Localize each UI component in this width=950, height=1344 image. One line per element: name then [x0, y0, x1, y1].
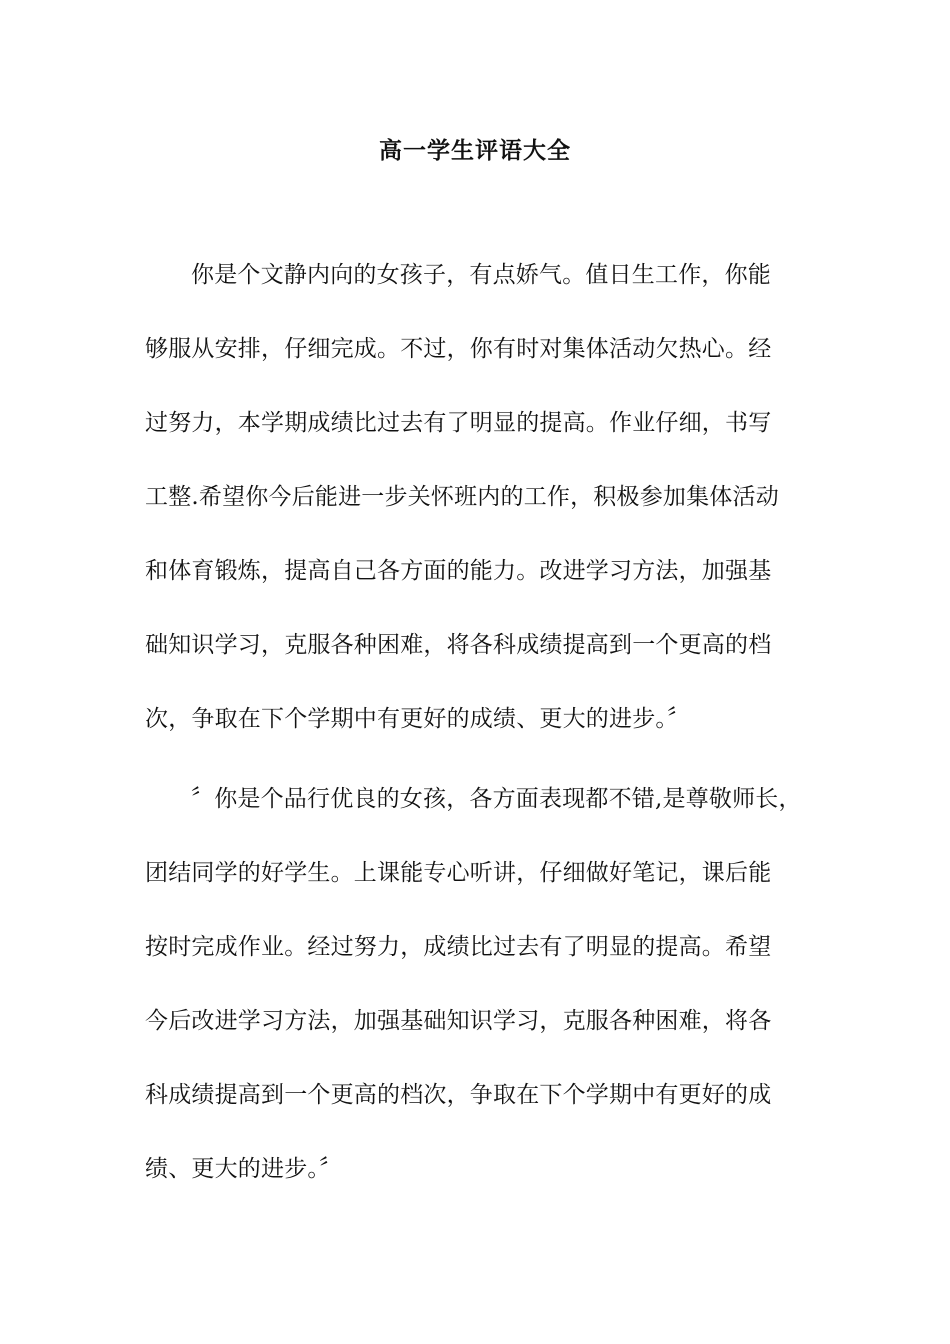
paragraph-line: 过努力，本学期成绩比过去有了明显的提高。作业仔细，书写: [145, 410, 772, 436]
paragraph-line: 〞你是个品行优良的女孩，各方面表现都不错,是尊敬师长，: [191, 786, 802, 812]
paragraph-2: [145, 762, 810, 1206]
paragraph-line: 工整.希望你今后能进一步关怀班内的工作，积极参加集体活动: [145, 484, 779, 510]
paragraph-line: 次，争取在下个学期中有更好的成绩、更大的进步。〞: [145, 706, 691, 732]
paragraph-line: 今后改进学习方法，加强基础知识学习，克服各种困难，将各: [145, 1008, 772, 1034]
paragraph-line: 团结同学的好学生。上课能专心听讲，仔细做好笔记，课后能: [145, 860, 772, 886]
paragraph-line: 你是个文静内向的女孩子，有点娇气。值日生工作，你能: [191, 262, 771, 288]
paragraph-line: 和体育锻炼，提高自己各方面的能力。改进学习方法，加强基: [145, 558, 772, 584]
paragraph-line: 础知识学习，克服各种困难，将各科成绩提高到一个更高的档: [145, 632, 772, 658]
paragraph-line: 按时完成作业。经过努力，成绩比过去有了明显的提高。希望: [145, 934, 772, 960]
paragraph-1: [145, 238, 810, 756]
paragraph-line: 绩、更大的进步。〞: [145, 1156, 343, 1182]
paragraph-line: 够服从安排，仔细完成。不过，你有时对集体活动欠热心。经: [145, 336, 772, 362]
document-title: 高一学生评语大全: [379, 137, 571, 164]
paragraph-line: 科成绩提高到一个更高的档次，争取在下个学期中有更好的成: [145, 1082, 772, 1108]
